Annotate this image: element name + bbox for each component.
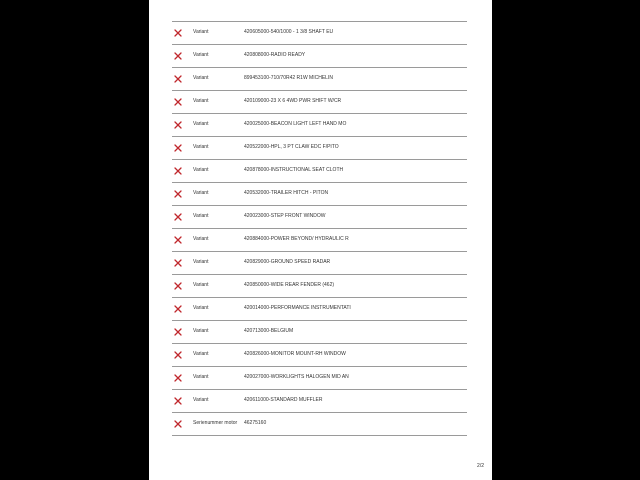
spec-table (172, 21, 467, 436)
row-value: 420713000-BELGIUM (244, 328, 294, 334)
row-value: 420014000-PERFORMANCE INSTRUMENTATI (244, 305, 351, 311)
page-number: 2/2 (477, 463, 484, 469)
row-label: Variant (193, 167, 209, 173)
x-icon (174, 259, 182, 267)
row-label: Variant (193, 75, 209, 81)
table-row (172, 275, 467, 298)
row-value: 420109000-23 X 6 4WD PWR SHIFT W/CR (244, 98, 342, 104)
x-icon (174, 213, 182, 221)
row-value: 420605000-540/1000 - 1 3/8 SHAFT EU (244, 29, 334, 35)
row-label: Variant (193, 282, 209, 288)
x-icon (174, 52, 182, 60)
row-value: 420878000-INSTRUCTIONAL SEAT CLOTH (244, 167, 344, 173)
x-icon (174, 98, 182, 106)
row-value: 420826000-MONITOR MOUNT-RH WINDOW (244, 351, 346, 357)
row-value: 420850000-WIDE REAR FENDER (462) (244, 282, 335, 288)
x-icon (174, 121, 182, 129)
table-row (172, 137, 467, 160)
x-icon (174, 236, 182, 244)
document-page (149, 0, 492, 480)
table-row (172, 252, 467, 275)
row-label: Variant (193, 190, 209, 196)
row-label: Variant (193, 351, 209, 357)
table-row (172, 229, 467, 252)
row-value: 420532000-TRAILER HITCH - PITON (244, 190, 329, 196)
row-value: 420023000-STEP FRONT WINDOW (244, 213, 326, 219)
x-icon (174, 190, 182, 198)
row-label: Variant (193, 144, 209, 150)
row-value: 899453100-710/70R42 R1W MICHELIN (244, 75, 333, 81)
row-value: 420025000-BEACON LIGHT LEFT HAND MO (244, 121, 347, 127)
row-value: 420611000-STANDARD MUFFLER (244, 397, 323, 403)
table-row (172, 206, 467, 229)
table-row (172, 390, 467, 413)
row-label: Variant (193, 305, 209, 311)
table-row (172, 183, 467, 206)
x-icon (174, 167, 182, 175)
table-row (172, 298, 467, 321)
table-row (172, 160, 467, 183)
row-value: 46275160 (244, 420, 267, 426)
row-value: 420829000-GROUND SPEED RADAR (244, 259, 331, 265)
row-value: 420522000-HPL, 3 PT CLAW EDC F/PITO (244, 144, 339, 150)
x-icon (174, 75, 182, 83)
row-value: 420884000-POWER BEYOND/ HYDRAULIC R (244, 236, 349, 242)
x-icon (174, 282, 182, 290)
table-row (172, 344, 467, 367)
row-label: Variant (193, 397, 209, 403)
row-label: Variant (193, 259, 209, 265)
x-icon (174, 29, 182, 37)
x-icon (174, 328, 182, 336)
table-row (172, 367, 467, 390)
row-value: 420808000-RADIO READY (244, 52, 306, 58)
row-value: 420027000-WORKLIGHTS HALOGEN MID AN (244, 374, 349, 380)
row-label: Variant (193, 29, 209, 35)
x-icon (174, 305, 182, 313)
row-label: Variant (193, 374, 209, 380)
row-label: Variant (193, 98, 209, 104)
row-label: Serienummer motor (193, 420, 238, 426)
table-row (172, 321, 467, 344)
row-label: Variant (193, 52, 209, 58)
x-icon (174, 351, 182, 359)
table-row (172, 91, 467, 114)
x-icon (174, 144, 182, 152)
row-label: Variant (193, 328, 209, 334)
table-row (172, 413, 467, 436)
x-icon (174, 374, 182, 382)
table-row (172, 114, 467, 137)
row-label: Variant (193, 121, 209, 127)
row-label: Variant (193, 236, 209, 242)
x-icon (174, 397, 182, 405)
table-row (172, 68, 467, 91)
x-icon (174, 420, 182, 428)
table-row (172, 45, 467, 68)
table-row (172, 22, 467, 45)
row-label: Variant (193, 213, 209, 219)
